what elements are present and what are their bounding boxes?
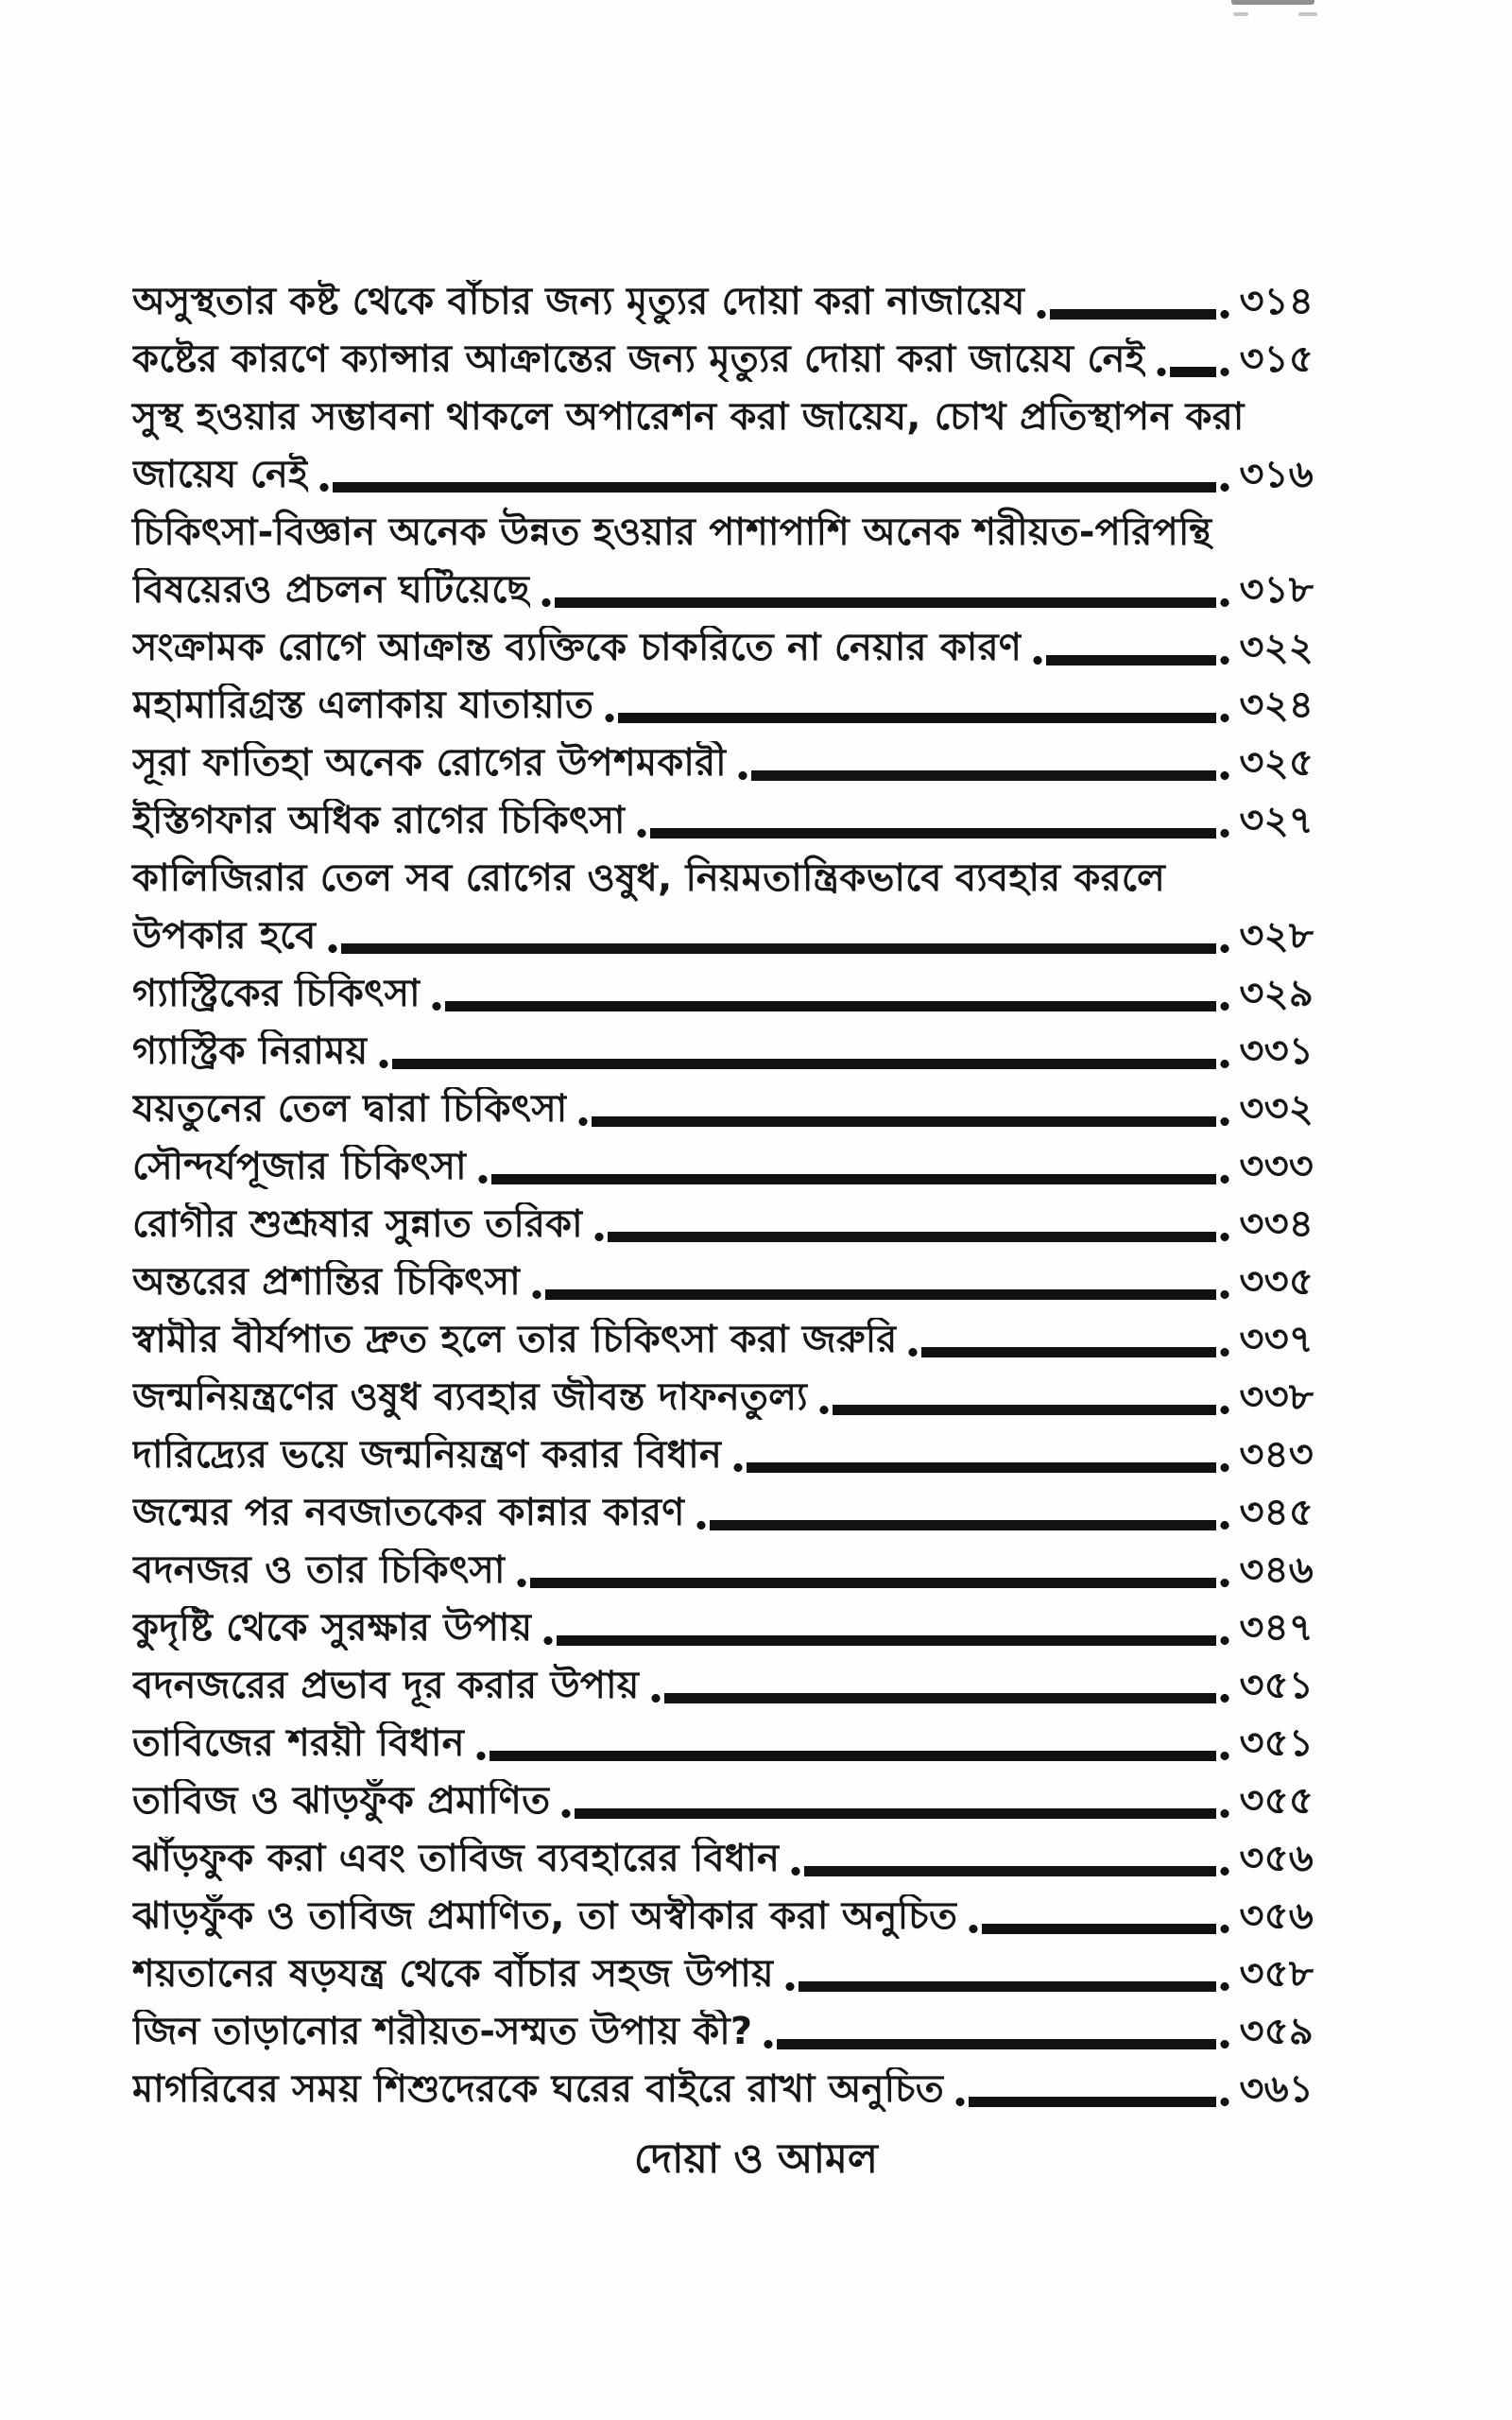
toc-list xyxy=(132,280,1314,2112)
toc-entry-row xyxy=(132,741,1314,786)
toc-entry-title: যয়তুনের তেল দ্বারা চিকিৎসা xyxy=(132,1087,568,1131)
toc-leader-line xyxy=(764,2038,1229,2050)
toc-leader-line xyxy=(517,1577,1230,1589)
toc-page-number: ৩৩১ xyxy=(1239,1029,1314,1073)
toc-leader-line xyxy=(637,827,1230,839)
toc-entry-title: স্বামীর বীর্যপাত দ্রুত হলে তার চিকিৎসা করা জরুরি xyxy=(132,1318,898,1361)
toc-page-number: ৩৫৮ xyxy=(1239,1952,1314,1996)
toc-entry-title: বদনজর ও তার চিকিৎসা xyxy=(132,1548,506,1592)
toc-page-number: ৩১৮ xyxy=(1239,568,1314,612)
toc-entry-title: জন্মনিয়ন্ত্রণের ওষুধ ব্যবহার জীবন্ত দাফনতুল্য xyxy=(132,1375,808,1419)
toc-page-number: ৩১৬ xyxy=(1239,453,1314,496)
toc-leader-line xyxy=(532,1288,1229,1301)
toc-entry-title: জায়েয নেই xyxy=(132,453,309,496)
toc-leader-line xyxy=(328,942,1230,955)
toc-entry-title: দারিদ্র্যের ভয়ে জন্মনিয়ন্ত্রণ করার বিধান xyxy=(132,1433,722,1477)
toc-entry-title: মহামারিগ্রস্ত এলাকায় যাতায়াত xyxy=(132,683,594,727)
toc-leader-line xyxy=(594,1231,1230,1243)
toc-page-number: ৩১৫ xyxy=(1239,337,1314,381)
toc-leader-line xyxy=(733,1461,1229,1474)
toc-entry-title: জন্মের পর নবজাতকের কান্নার কারণ xyxy=(132,1491,685,1534)
toc-page-number: ৩৩৭ xyxy=(1239,1318,1314,1361)
toc-page-number: ৩২৮ xyxy=(1239,914,1314,958)
toc-page-number: ৩৫১ xyxy=(1239,1664,1314,1707)
toc-entry-title: অসুস্থতার কষ্ট থেকে বাঁচার জন্য মৃত্যুর দোয়া করা নাজায়েয xyxy=(132,280,1025,323)
toc-page-number: ৩৪৬ xyxy=(1239,1548,1314,1592)
toc-entry-wrapped-text: কালিজিরার তেল সব রোগের ওষুধ, নিয়মতান্ত্রিকভাবে ব্যবহার করলে xyxy=(132,856,1165,900)
toc-page-number: ৩১৪ xyxy=(1239,280,1314,323)
toc-page-number: ৩২৪ xyxy=(1239,683,1314,727)
toc-entry-row xyxy=(132,1548,1314,1593)
toc-leader-line xyxy=(738,769,1230,782)
toc-entry-row xyxy=(132,1664,1314,1708)
toc-entry-title: কুদৃষ্টি থেকে সুরক্ষার উপায় xyxy=(132,1606,533,1650)
toc-leader-line xyxy=(476,1750,1230,1762)
toc-leader-line xyxy=(955,2096,1229,2108)
toc-entry-row xyxy=(132,337,1314,382)
toc-entry-wrapped-text: চিকিৎসা-বিজ্ঞান অনেক উন্নত হওয়ার পাশাপাশি অনেক শরীয়ত-পরিপন্থি xyxy=(132,510,1212,554)
book-title-footer: দোয়া ও আমল xyxy=(634,2135,878,2183)
toc-entry-title: অন্তরের প্রশান্তির চিকিৎসা xyxy=(132,1260,521,1304)
toc-page-number: ৩৫১ xyxy=(1239,1721,1314,1765)
toc-entry-row xyxy=(132,1318,1314,1362)
toc-entry-row xyxy=(132,626,1314,670)
toc-entry-title: ইস্তিগফার অধিক রাগের চিকিৎসা xyxy=(132,799,626,842)
toc-entry-row xyxy=(132,1087,1314,1132)
toc-leader-line xyxy=(696,1519,1230,1531)
toc-page-number: ৩৫৯ xyxy=(1239,2010,1314,2053)
toc-entry-row xyxy=(132,1145,1314,1189)
toc-page-number: ৩২৭ xyxy=(1239,799,1314,842)
toc-entry-row xyxy=(132,568,1314,613)
toc-entry-row xyxy=(132,453,1314,497)
toc-entry-row xyxy=(132,2067,1314,2112)
toc-entry-title: তাবিজের শরয়ী বিধান xyxy=(132,1721,465,1765)
toc-leader-line xyxy=(379,1058,1229,1070)
toc-leader-line xyxy=(578,1115,1229,1128)
toc-page-number: ৩৫৬ xyxy=(1239,1837,1314,1880)
toc-page-number: ৩৩৪ xyxy=(1239,1202,1314,1246)
toc-entry-title: ঝাড়ফুঁক ও তাবিজ প্রমাণিত, তা অস্বীকার করা অনুচিত xyxy=(132,1894,958,1938)
toc-leader-line xyxy=(541,596,1230,609)
toc-entry-title: উপকার হবে xyxy=(132,914,317,958)
toc-entry-title: মাগরিবের সময় শিশুদেরকে ঘরের বাইরে রাখা অনুচিত xyxy=(132,2067,945,2111)
toc-entry-row xyxy=(132,1202,1314,1247)
toc-entry-title: রোগীর শুশ্রূষার সুন্নাত তরিকা xyxy=(132,1202,583,1246)
toc-entry-row xyxy=(132,914,1314,959)
toc-entry-row xyxy=(132,1721,1314,1766)
toc-entry-title: শয়তানের ষড়যন্ত্র থেকে বাঁচার সহজ উপায় xyxy=(132,1952,774,1996)
toc-page-number: ৩২২ xyxy=(1239,626,1314,669)
toc-entry-title: জিন তাড়ানোর শরীয়ত-সম্মত উপায় কী? xyxy=(132,2010,753,2053)
scan-artifact-bar xyxy=(1231,0,1314,5)
toc-leader-line xyxy=(651,1692,1230,1704)
scan-artifact-mark-right xyxy=(1298,12,1317,16)
toc-entry-row xyxy=(132,1779,1314,1824)
toc-page-number: ৩৪৭ xyxy=(1239,1606,1314,1650)
toc-leader-line xyxy=(908,1346,1229,1358)
toc-entry-row xyxy=(132,280,1314,324)
toc-entry-title: তাবিজ ও ঝাড়ফুঁক প্রমাণিত xyxy=(132,1779,551,1823)
toc-entry-title: গ্যাস্ট্রিক নিরাময় xyxy=(132,1029,369,1073)
toc-entry-row xyxy=(132,1433,1314,1478)
toc-entry-row xyxy=(132,1837,1314,1881)
scan-artifact-mark-left xyxy=(1233,12,1248,16)
toc-leader-line xyxy=(969,1923,1229,1935)
toc-leader-line xyxy=(543,1634,1229,1647)
toc-entry-title: সূরা ফাতিহা অনেক রোগের উপশমকারী xyxy=(132,741,727,785)
toc-page-number: ৩২৯ xyxy=(1239,972,1314,1015)
toc-leader-line xyxy=(478,1173,1230,1185)
toc-leader-line xyxy=(432,1000,1230,1012)
toc-leader-line xyxy=(1033,654,1229,666)
toc-entry-wrapped-text: সুস্থ হওয়ার সম্ভাবনা থাকলে অপারেশন করা জায়েয, চোখ প্রতিস্থাপন করা xyxy=(132,395,1245,439)
toc-entry-row xyxy=(132,1029,1314,1074)
toc-page-number: ৩৫৬ xyxy=(1239,1894,1314,1938)
toc-page-number: ৩৬১ xyxy=(1239,2067,1314,2111)
toc-page-number: ৩৪৫ xyxy=(1239,1491,1314,1534)
toc-entry-row xyxy=(132,972,1314,1016)
toc-leader-line xyxy=(561,1807,1229,1820)
toc-leader-line xyxy=(1157,366,1230,378)
toc-page-number: ৩৩৮ xyxy=(1239,1375,1314,1419)
toc-leader-line xyxy=(819,1404,1230,1416)
toc-page-number: ৩৫৫ xyxy=(1239,1779,1314,1823)
toc-entry-row xyxy=(132,1260,1314,1305)
toc-leader-line xyxy=(605,712,1229,724)
toc-entry-row xyxy=(132,799,1314,843)
toc-entry-row xyxy=(132,1894,1314,1939)
toc-leader-line xyxy=(1037,308,1230,320)
toc-leader-line xyxy=(791,1865,1229,1877)
toc-page-number: ৩৪৩ xyxy=(1239,1433,1314,1477)
toc-page-number: ৩৩৩ xyxy=(1239,1145,1314,1188)
toc-entry-row xyxy=(132,2010,1314,2054)
toc-entry-title: সৌন্দর্যপূজার চিকিৎসা xyxy=(132,1145,467,1188)
toc-entry-row xyxy=(132,1491,1314,1535)
toc-leader-line xyxy=(785,1980,1230,1993)
toc-entry-title: বিষয়েরও প্রচলন ঘটিয়েছে xyxy=(132,568,530,612)
toc-entry-title: কষ্টের কারণে ক্যান্সার আক্রান্তের জন্য মৃত্যুর দোয়া করা জায়েয নেই xyxy=(132,337,1145,381)
toc-entry-title: বদনজরের প্রভাব দূর করার উপায় xyxy=(132,1664,640,1707)
toc-page-number: ৩৩২ xyxy=(1239,1087,1314,1131)
toc-entry-row xyxy=(132,683,1314,728)
toc-entry-title: ঝাঁড়ফুক করা এবং তাবিজ ব্যবহারের বিধান xyxy=(132,1837,781,1880)
toc-entry-title: সংক্রামক রোগে আক্রান্ত ব্যক্তিকে চাকরিতে না নেয়ার কারণ xyxy=(132,626,1022,669)
toc-leader-line xyxy=(319,481,1229,493)
toc-entry-row xyxy=(132,1952,1314,1996)
toc-page-number: ৩৩৫ xyxy=(1239,1260,1314,1304)
toc-entry-title: গ্যাস্ট্রিকের চিকিৎসা xyxy=(132,972,421,1015)
toc-page-number: ৩২৫ xyxy=(1239,741,1314,785)
toc-entry-row xyxy=(132,1606,1314,1651)
toc-entry-row xyxy=(132,1375,1314,1420)
